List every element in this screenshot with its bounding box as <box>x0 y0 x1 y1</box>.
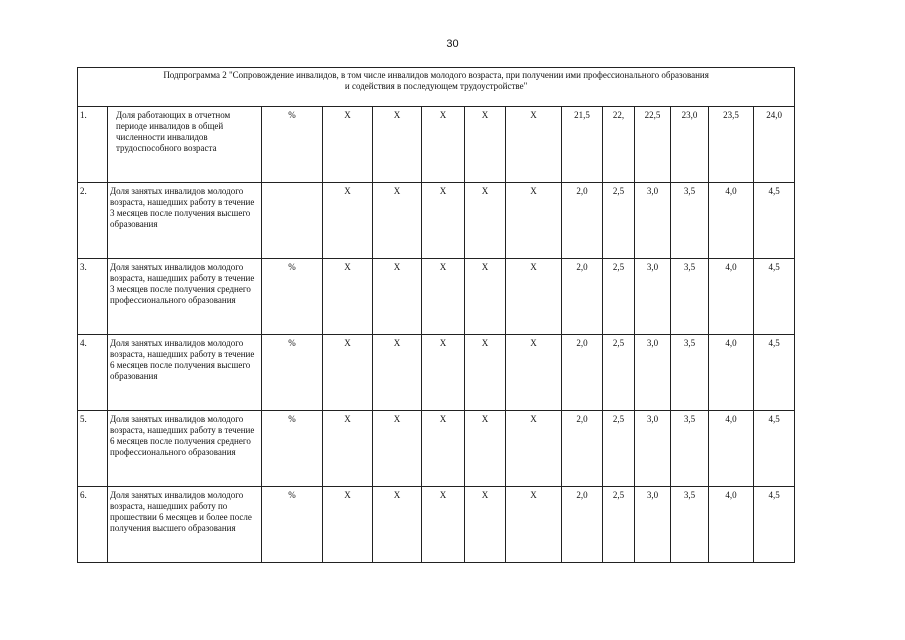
value-cell: 4,0 <box>709 335 754 411</box>
value-cell: Х <box>465 411 506 487</box>
table-row <box>78 335 795 411</box>
row-number: 2. <box>78 183 108 259</box>
value-cell: 2,5 <box>603 183 635 259</box>
unit-cell <box>262 183 323 259</box>
value-cell: 4,0 <box>709 487 754 563</box>
value-cell: Х <box>465 107 506 183</box>
table-row <box>78 183 795 259</box>
value-cell: 3,5 <box>671 183 709 259</box>
value-cell: Х <box>323 183 373 259</box>
value-cell: 4,5 <box>754 335 795 411</box>
value-cell: 2,0 <box>562 487 603 563</box>
page-number: 30 <box>446 38 459 50</box>
value-cell: Х <box>422 259 465 335</box>
value-cell: Х <box>323 107 373 183</box>
value-cell: Х <box>506 411 562 487</box>
indicator-name: Доля работающих в отчетном периоде инвалидов в общей численности инвалидов трудоспособного возраста <box>108 107 262 183</box>
value-cell: Х <box>373 107 422 183</box>
subprogram-title-row <box>78 68 795 107</box>
value-cell: 2,0 <box>562 259 603 335</box>
indicator-name: Доля занятых инвалидов молодого возраста, нашедших работу в течение 3 месяцев после получения высшего образования <box>108 183 262 259</box>
value-cell: Х <box>506 335 562 411</box>
value-cell: 23,0 <box>671 107 709 183</box>
value-cell: 2,5 <box>603 411 635 487</box>
unit-cell: % <box>262 411 323 487</box>
value-cell: 4,5 <box>754 183 795 259</box>
value-cell: Х <box>422 183 465 259</box>
value-cell: 22, <box>603 107 635 183</box>
value-cell: 4,5 <box>754 259 795 335</box>
table-row <box>78 107 795 183</box>
value-cell: 4,0 <box>709 411 754 487</box>
value-cell: 2,5 <box>603 487 635 563</box>
value-cell: 3,0 <box>635 411 671 487</box>
value-cell: Х <box>506 183 562 259</box>
value-cell: Х <box>323 335 373 411</box>
value-cell: 2,5 <box>603 335 635 411</box>
value-cell: 3,0 <box>635 487 671 563</box>
value-cell: 3,0 <box>635 259 671 335</box>
value-cell: 22,5 <box>635 107 671 183</box>
value-cell: 2,5 <box>603 259 635 335</box>
value-cell: 4,0 <box>709 183 754 259</box>
value-cell: Х <box>465 259 506 335</box>
value-cell: Х <box>373 411 422 487</box>
value-cell: 2,0 <box>562 411 603 487</box>
value-cell: 3,5 <box>671 411 709 487</box>
value-cell: 2,0 <box>562 183 603 259</box>
value-cell: 3,5 <box>671 259 709 335</box>
indicator-name: Доля занятых инвалидов молодого возраста, нашедших работу в течение 3 месяцев после получения среднего профессионального образования <box>108 259 262 335</box>
unit-cell: % <box>262 487 323 563</box>
subprogram-title-line1: Подпрограмма 2 "Сопровождение инвалидов, в том числе инвалидов молодого возраста, при получении ими профессионального образования <box>163 70 709 80</box>
value-cell: Х <box>465 487 506 563</box>
value-cell: Х <box>323 411 373 487</box>
value-cell: 4,5 <box>754 411 795 487</box>
indicator-name: Доля занятых инвалидов молодого возраста, нашедших работу в течение 6 месяцев после получения высшего образования <box>108 335 262 411</box>
indicator-name: Доля занятых инвалидов молодого возраста, нашедших работу по прошествии 6 месяцев и более после получения высшего образования <box>108 487 262 563</box>
subprogram-title-cell <box>78 68 795 107</box>
value-cell: 21,5 <box>562 107 603 183</box>
subprogram-title-line2: и содействия в последующем трудоустройстве" <box>344 81 528 91</box>
value-cell: Х <box>323 259 373 335</box>
value-cell: Х <box>422 411 465 487</box>
value-cell: Х <box>323 487 373 563</box>
value-cell: Х <box>373 183 422 259</box>
value-cell: Х <box>373 335 422 411</box>
value-cell: 3,5 <box>671 335 709 411</box>
value-cell: Х <box>506 107 562 183</box>
row-number: 1. <box>78 107 108 183</box>
value-cell: Х <box>422 107 465 183</box>
value-cell: 4,0 <box>709 259 754 335</box>
table-row <box>78 259 795 335</box>
value-cell: Х <box>422 487 465 563</box>
row-number: 3. <box>78 259 108 335</box>
unit-cell: % <box>262 335 323 411</box>
table-row <box>78 411 795 487</box>
value-cell: 2,0 <box>562 335 603 411</box>
row-number: 5. <box>78 411 108 487</box>
row-number: 4. <box>78 335 108 411</box>
value-cell: 24,0 <box>754 107 795 183</box>
indicators-table <box>77 67 795 563</box>
value-cell: Х <box>465 335 506 411</box>
table-row <box>78 487 795 563</box>
value-cell: 4,5 <box>754 487 795 563</box>
value-cell: Х <box>373 259 422 335</box>
value-cell: 3,5 <box>671 487 709 563</box>
indicator-name: Доля занятых инвалидов молодого возраста, нашедших работу в течение 6 месяцев после получения среднего профессионального образования <box>108 411 262 487</box>
value-cell: Х <box>422 335 465 411</box>
value-cell: Х <box>506 259 562 335</box>
value-cell: 3,0 <box>635 183 671 259</box>
value-cell: Х <box>373 487 422 563</box>
unit-cell: % <box>262 259 323 335</box>
value-cell: 3,0 <box>635 335 671 411</box>
unit-cell: % <box>262 107 323 183</box>
value-cell: Х <box>465 183 506 259</box>
value-cell: 23,5 <box>709 107 754 183</box>
row-number: 6. <box>78 487 108 563</box>
value-cell: Х <box>506 487 562 563</box>
